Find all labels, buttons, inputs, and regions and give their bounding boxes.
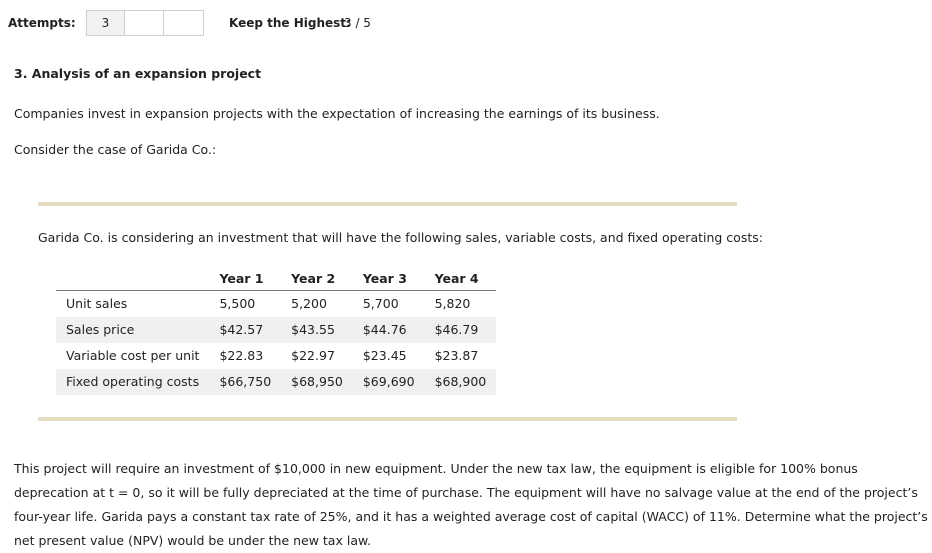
table-cell: $43.55 [281,317,353,343]
table-header-year2: Year 2 [281,265,353,291]
keep-highest-label: Keep the Highest: [229,16,351,30]
attempt-boxes [86,10,204,36]
table-header-year3: Year 3 [353,265,425,291]
table-row [56,369,496,395]
table-cell: $22.97 [291,348,335,363]
table-cell: 5,700 [362,296,399,312]
attempt-box [164,11,203,35]
attempt-box-current: 3 [87,11,125,35]
table-cell: $22.83 [219,348,264,363]
table-cell: 5,500 [219,296,256,312]
attempts-label: Attempts: [8,16,76,30]
attempts-bar [8,10,204,36]
box-top-rule [38,202,737,206]
table-row [56,317,496,343]
table-cell: $66,750 [209,369,281,395]
row-label-variable-cost: Variable cost per unit [66,348,200,363]
attempt-box [125,11,164,35]
table-row [56,291,496,317]
row-label-sales-price: Sales price [56,317,209,343]
problem-statement: This project will require an investment of $10,000 in new equipment. Under the new tax law, the equipment is eligible for 100% bonus deprecation at t = 0, so it will be fully depreciated at the time of purchase. The equipment will have no salvage value at the end of the project’s four-year life. Garida pays a constant tax rate of 25%, and it has a weighted average cost of capital (WACC) of 11%. Determine what the project’s net present value (NPV) would be under the new tax law. [14,461,928,548]
table-cell: 5,820 [434,296,471,312]
table-header-blank [56,265,209,291]
question-intro: Companies invest in expansion projects with the expectation of increasing the earnings of its business. [14,106,660,121]
question-consider: Consider the case of Garida Co.: [14,142,217,157]
row-label-fixed-costs: Fixed operating costs [56,369,209,395]
table-cell: 5,200 [291,296,327,312]
table-cell: $69,690 [353,369,425,395]
table-header-year4: Year 4 [425,265,497,291]
box-intro: Garida Co. is considering an investment that will have the following sales, variable costs, and fixed operating costs: [38,230,763,245]
cost-table [56,265,496,395]
box-bottom-rule [38,417,737,421]
table-cell: $23.45 [362,348,407,363]
table-cell: $44.76 [353,317,425,343]
table-cell: $46.79 [425,317,497,343]
table-cell: $42.57 [209,317,281,343]
keep-highest-value: 3 / 5 [344,16,371,30]
table-header-row [56,265,496,291]
table-row [56,343,496,369]
table-cell: $23.87 [434,348,479,363]
row-label-unit-sales: Unit sales [66,296,128,312]
table-cell: $68,950 [281,369,353,395]
question-title: 3. Analysis of an expansion project [14,66,262,81]
table-header-year1: Year 1 [209,265,281,291]
table-cell: $68,900 [425,369,497,395]
